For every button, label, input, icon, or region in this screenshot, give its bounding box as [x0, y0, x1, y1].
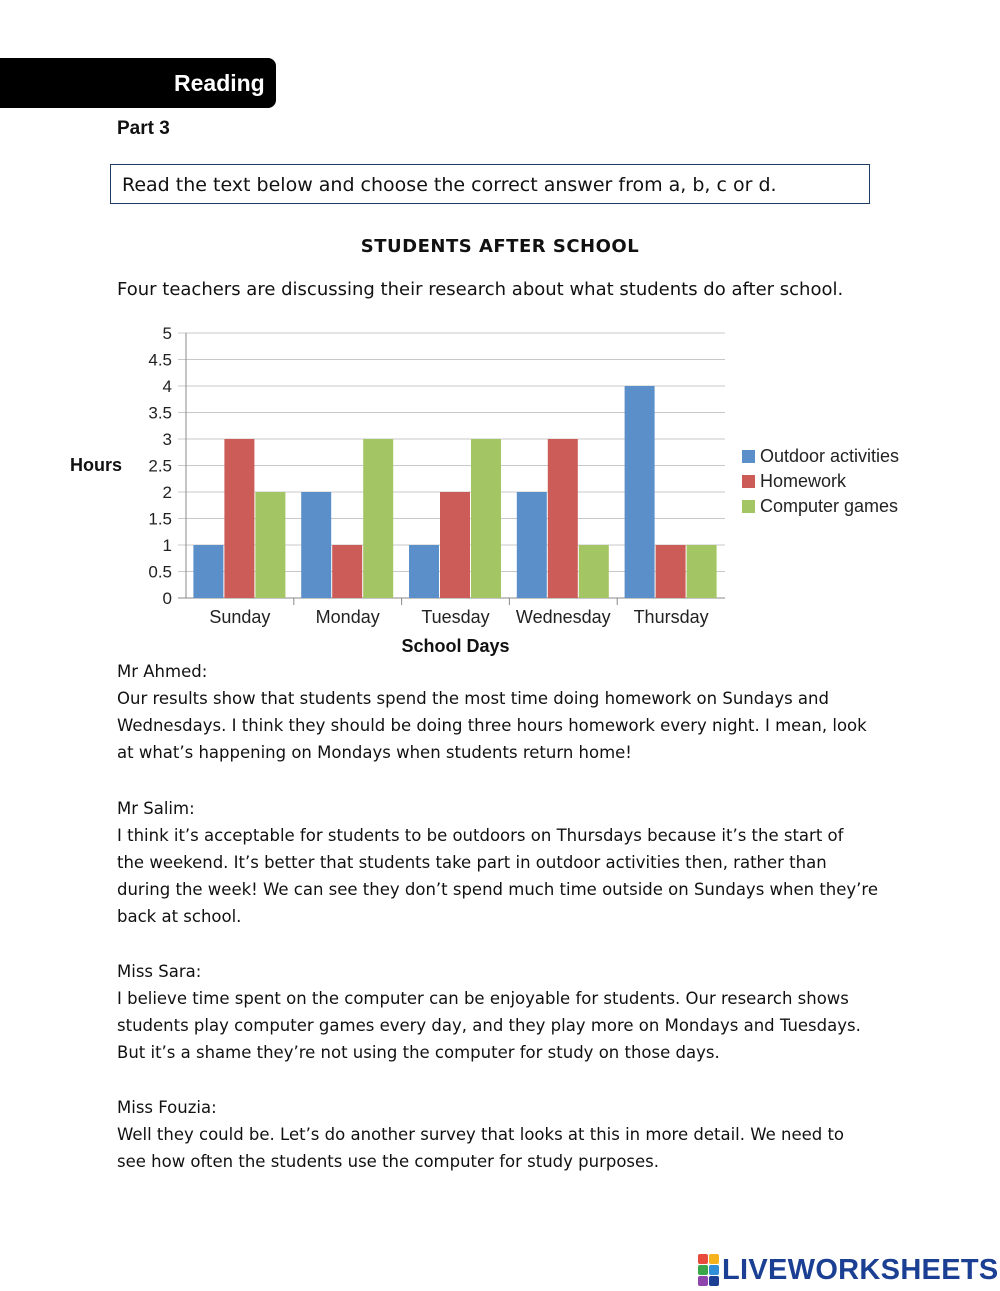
- logo-block: [709, 1276, 719, 1286]
- speaker-name: Mr Ahmed:: [117, 662, 208, 681]
- bar: [255, 492, 285, 598]
- bar: [548, 439, 578, 598]
- speech-line: see how often the students use the computer for study purposes.: [117, 1152, 660, 1171]
- speech-line: I believe time spent on the computer can be enjoyable for students. Our research shows: [117, 989, 849, 1008]
- speech-line: the weekend. It’s better that students take part in outdoor activities then, rather than: [117, 853, 827, 872]
- bar: [471, 439, 501, 598]
- bar: [301, 492, 331, 598]
- bar: [193, 545, 223, 598]
- instruction-text: Read the text below and choose the correct answer from a, b, c or d.: [122, 174, 777, 196]
- speaker-block: [117, 958, 897, 1066]
- speech-line: back at school.: [117, 907, 242, 926]
- speech-line: I think it’s acceptable for students to be outdoors on Thursdays because it’s the start of: [117, 826, 844, 845]
- speaker-name: Miss Fouzia:: [117, 1098, 217, 1117]
- y-tick-label: 4.5: [148, 350, 172, 370]
- speaker-block: [117, 795, 897, 930]
- bar-chart: [60, 318, 960, 663]
- x-tick-label: Monday: [315, 607, 380, 627]
- part-label: Part 3: [117, 118, 170, 139]
- bar: [625, 386, 655, 598]
- legend-label: Outdoor activities: [760, 446, 900, 466]
- y-tick-label: 0.5: [148, 562, 172, 582]
- speaker-name: Mr Salim:: [117, 799, 195, 818]
- bar: [687, 545, 717, 598]
- x-axis-title: School Days: [401, 636, 510, 656]
- speech-line: at what’s happening on Mondays when students return home!: [117, 743, 632, 762]
- speech-line: But it’s a shame they’re not using the computer for study on those days.: [117, 1043, 720, 1062]
- bar: [409, 545, 439, 598]
- y-tick-label: 0: [162, 589, 172, 608]
- x-tick-label: Sunday: [209, 607, 271, 627]
- logo-icon: [698, 1254, 719, 1286]
- speech-line: Our results show that students spend the most time doing homework on Sundays and: [117, 689, 829, 708]
- legend-swatch: [742, 450, 755, 463]
- section-label: Reading: [174, 70, 265, 96]
- x-tick-label: Wednesday: [515, 607, 611, 627]
- y-tick-label: 5: [162, 324, 172, 343]
- legend-swatch: [742, 475, 755, 488]
- instruction-box: [110, 164, 870, 204]
- logo-block: [698, 1265, 708, 1275]
- speech-line: students play computer games every day, and they play more on Mondays and Tuesdays.: [117, 1016, 861, 1035]
- legend-swatch: [742, 500, 755, 513]
- chart-svg: [60, 318, 960, 663]
- bar: [579, 545, 609, 598]
- y-tick-label: 2.5: [148, 456, 172, 476]
- y-tick-label: 3: [162, 430, 172, 449]
- liveworksheets-logo[interactable]: [698, 1253, 999, 1287]
- logo-block: [709, 1254, 719, 1264]
- logo-block: [698, 1254, 708, 1264]
- section-banner: [0, 58, 276, 108]
- bar: [517, 492, 547, 598]
- legend-label: Computer games: [760, 496, 899, 516]
- bar: [656, 545, 686, 598]
- x-tick-label: Thursday: [633, 607, 709, 627]
- y-tick-label: 3.5: [148, 403, 172, 423]
- logo-block: [698, 1276, 708, 1286]
- y-tick-label: 1.5: [148, 509, 172, 529]
- logo-text: LIVEWORKSHEETS: [722, 1253, 999, 1286]
- y-tick-label: 2: [162, 483, 172, 502]
- legend-label: Homework: [760, 471, 847, 491]
- speaker-name: Miss Sara:: [117, 962, 202, 981]
- speech-line: Wednesdays. I think they should be doing three hours homework every night. I mean, look: [117, 716, 867, 735]
- intro-text: Four teachers are discussing their research about what students do after school.: [117, 279, 844, 300]
- speaker-block: [117, 658, 897, 766]
- bar: [332, 545, 362, 598]
- y-tick-label: 4: [162, 377, 172, 396]
- bar: [363, 439, 393, 598]
- x-tick-label: Tuesday: [421, 607, 490, 627]
- y-axis-title: Hours: [70, 455, 123, 475]
- logo-block: [709, 1265, 719, 1275]
- document-title: STUDENTS AFTER SCHOOL: [360, 236, 640, 257]
- speech-line: during the week! We can see they don’t spend much time outside on Sundays when they’re: [117, 880, 878, 899]
- y-tick-label: 1: [162, 536, 172, 555]
- bar: [440, 492, 470, 598]
- speech-line: Well they could be. Let’s do another survey that looks at this in more detail. We need to: [117, 1125, 845, 1144]
- speaker-block: [117, 1094, 897, 1175]
- bar: [224, 439, 254, 598]
